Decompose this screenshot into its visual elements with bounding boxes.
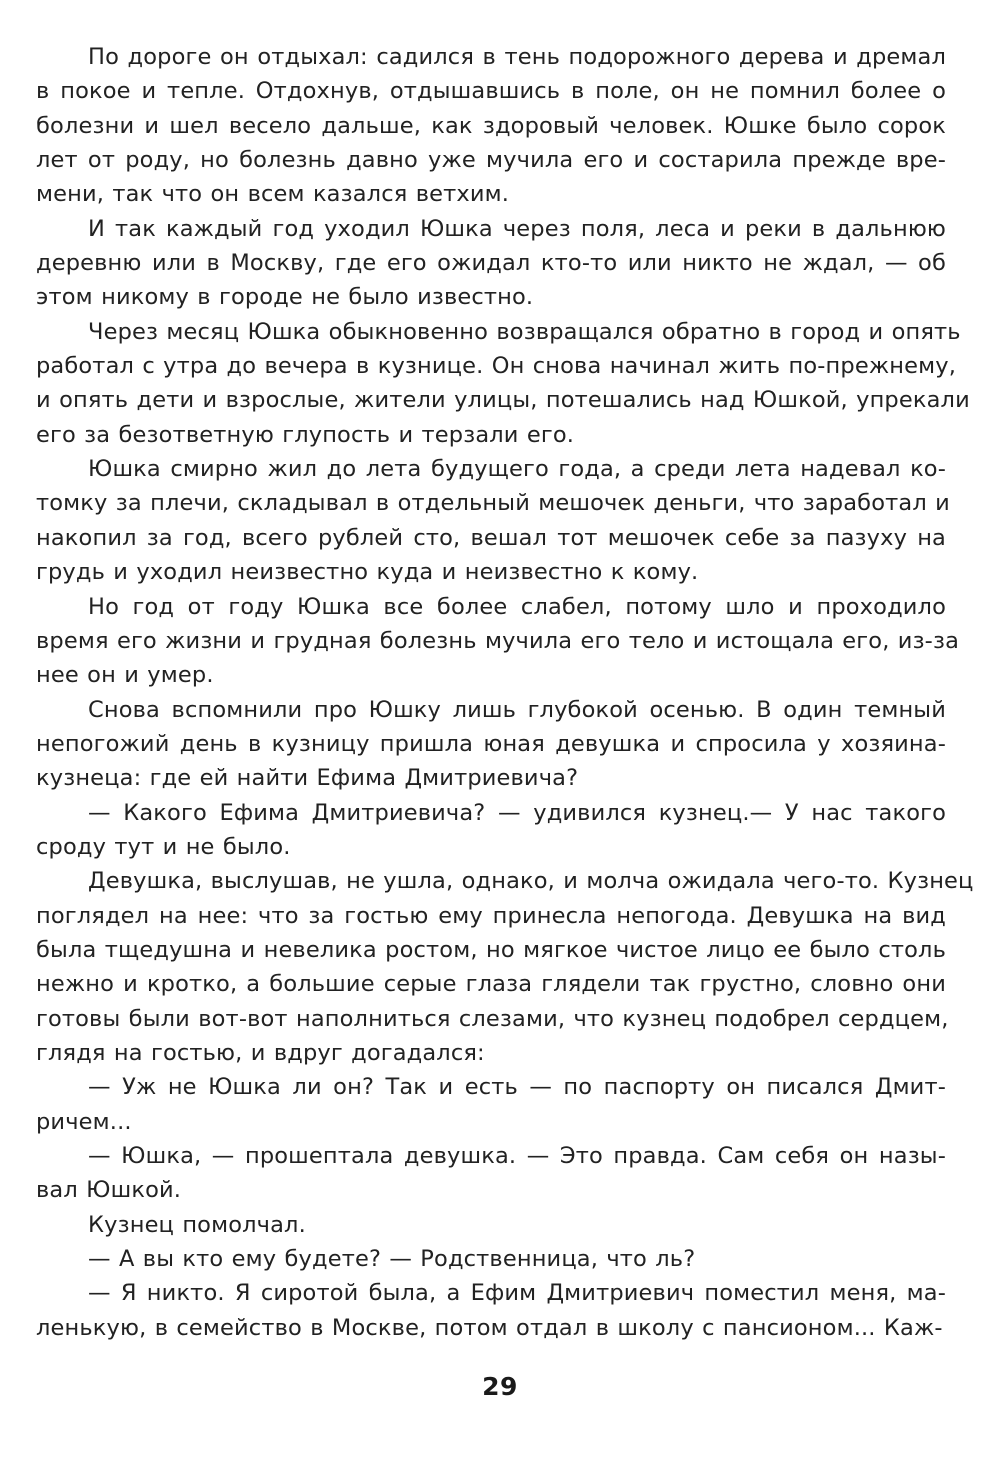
text-line: томку за плечи, складывал в отдельный мешочек деньги, что заработал и xyxy=(36,490,950,517)
text-line: его за безответную глупость и терзали его. xyxy=(36,421,575,448)
page-number: 29 xyxy=(482,1372,518,1401)
paragraph-12 xyxy=(36,1242,946,1276)
text-line: глядя на гостью, и вдруг догадался: xyxy=(36,1039,485,1066)
text-line: вал Юшкой. xyxy=(36,1177,182,1204)
paragraph-9 xyxy=(36,1070,946,1139)
text-line: этом никому в городе не было известно. xyxy=(36,284,534,311)
paragraph-5 xyxy=(36,590,960,693)
paragraph-6 xyxy=(36,693,946,796)
text-line: И так каждый год уходил Юшка через поля, леса и реки в дальнюю xyxy=(88,215,946,242)
paragraph-13 xyxy=(36,1276,946,1345)
text-line: поглядел на нее: что за гостью ему принесла непогода. Девушка на вид xyxy=(36,902,946,929)
paragraph-8 xyxy=(36,864,974,1070)
paragraph-1 xyxy=(36,40,946,212)
paragraph-11 xyxy=(36,1208,946,1242)
paragraph-2 xyxy=(36,212,946,315)
text-line: была тщедушна и невелика ростом, но мягкое чистое лицо ее было столь xyxy=(36,936,946,963)
text-line: в покое и тепле. Отдохнув, отдышавшись в поле, он не помнил более о xyxy=(36,78,946,105)
text-line: грудь и уходил неизвестно куда и неизвестно к кому. xyxy=(36,559,699,586)
text-line: работал с утра до вечера в кузнице. Он снова начинал жить по-прежнему, xyxy=(36,353,956,380)
text-line: Через месяц Юшка обыкновенно возвращался обратно в город и опять xyxy=(88,318,961,345)
text-line: Кузнец помолчал. xyxy=(88,1211,306,1238)
text-line: Снова вспомнили про Юшку лишь глубокой осенью. В один темный xyxy=(88,696,946,723)
text-line: Девушка, выслушав, не ушла, однако, и молча ожидала чего-то. Кузнец xyxy=(88,868,974,895)
text-line: мени, так что он всем казался ветхим. xyxy=(36,181,510,208)
text-line: сроду тут и не было. xyxy=(36,833,291,860)
text-line: деревню или в Москву, где его ожидал кто-то или никто не ждал, — об xyxy=(36,250,946,277)
text-line: нежно и кротко, а большие серые глаза глядели так грустно, словно они xyxy=(36,971,946,998)
text-line: ленькую, в семейство в Москве, потом отдал в школу с пансионом... Каж- xyxy=(36,1314,943,1341)
text-line: лет от роду, но болезнь давно уже мучила его и состарила прежде вре- xyxy=(36,147,946,174)
text-line: — Юшка, — прошептала девушка. — Это правда. Сам себя он назы- xyxy=(88,1143,946,1169)
text-line: Юшка смирно жил до лета будущего года, а среди лета надевал ко- xyxy=(88,456,946,483)
paragraph-7 xyxy=(36,796,946,865)
text-line: накопил за год, всего рублей сто, вешал тот мешочек себе за пазуху на xyxy=(36,524,946,551)
body-text xyxy=(36,40,974,1345)
text-line: кузнеца: где ей найти Ефима Дмитриевича? xyxy=(36,765,579,792)
text-line: готовы были вот-вот наполниться слезами, что кузнец подобрел сердцем, xyxy=(36,1005,949,1032)
text-line: время его жизни и грудная болезнь мучила его тело и истощала его, из-за xyxy=(36,627,960,654)
text-line: нее он и умер. xyxy=(36,662,214,689)
text-line: непогожий день в кузницу пришла юная девушка и спросила у хозяина- xyxy=(36,730,946,757)
text-line: и опять дети и взрослые, жители улицы, потешались над Юшкой, упрекали xyxy=(36,387,970,414)
text-line: — Уж не Юшка ли он? Так и есть — по паспорту он писался Дмит- xyxy=(88,1074,946,1101)
text-line: Но год от году Юшка все более слабел, потому шло и проходило xyxy=(88,593,946,620)
paragraph-10 xyxy=(36,1139,946,1208)
text-line: — Какого Ефима Дмитриевича? — удивился кузнец.— У нас такого xyxy=(88,799,946,826)
text-line: — Я никто. Я сиротой была, а Ефим Дмитриевич поместил меня, ма- xyxy=(88,1280,946,1307)
paragraph-3 xyxy=(36,315,970,452)
text-line: болезни и шел весело дальше, как здоровый человек. Юшке было сорок xyxy=(36,112,946,139)
text-line: ричем... xyxy=(36,1108,132,1135)
text-line: — А вы кто ему будете? — Родственница, что ль? xyxy=(88,1246,696,1273)
paragraph-4 xyxy=(36,452,950,589)
text-line: По дороге он отдыхал: садился в тень подорожного дерева и дремал xyxy=(88,44,946,70)
